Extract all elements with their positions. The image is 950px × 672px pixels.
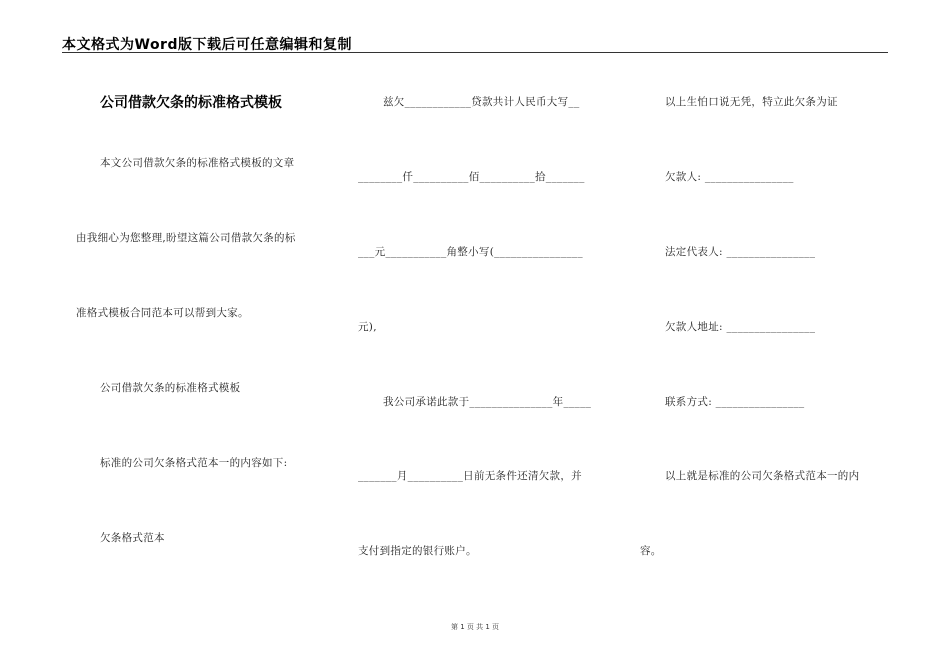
- col3-contact-field: 联系方式: ________________: [665, 396, 805, 408]
- col2-line-3: ___元___________角整小写(________________: [358, 246, 583, 258]
- col1-line-6: 欠条格式范本: [100, 532, 165, 544]
- col3-debtor-address-field: 欠款人地址: ________________: [665, 321, 816, 333]
- page-header-banner: 本文格式为Word版下载后可任意编辑和复制: [62, 37, 352, 53]
- col1-line-3: 准格式模板合同范本可以帮到大家。: [76, 307, 249, 319]
- col2-line-6: _______月__________日前无条件还清欠款，并: [358, 470, 582, 482]
- document-title: 公司借款欠条的标准格式模板: [100, 95, 282, 111]
- col3-line-7: 容。: [640, 545, 662, 557]
- col1-line-1: 本文公司借款欠条的标准格式模板的文章: [100, 157, 295, 169]
- col1-line-2: 由我细心为您整理,盼望这篇公司借款欠条的标: [76, 232, 296, 244]
- col1-line-5: 标准的公司欠条格式范本一的内容如下:: [100, 457, 288, 469]
- col2-line-5: 我公司承诺此款于_______________年_____: [383, 396, 592, 408]
- col2-line-7: 支付到指定的银行账户。: [358, 545, 477, 557]
- col2-line-2: ________仟__________佰__________拾_______: [358, 171, 585, 183]
- col3-debtor-field: 欠款人: ________________: [665, 171, 794, 183]
- col2-line-4: 元),: [358, 321, 377, 333]
- col3-legal-rep-field: 法定代表人: ________________: [665, 246, 816, 258]
- col3-line-1: 以上生怕口说无凭，特立此欠条为证: [665, 96, 838, 108]
- col1-line-4: 公司借款欠条的标准格式模板: [100, 382, 241, 394]
- header-divider: [62, 52, 888, 53]
- col2-line-1: 兹欠____________贷款共计人民币大写__: [383, 96, 580, 108]
- col3-line-6: 以上就是标准的公司欠条格式范本一的内: [665, 470, 860, 482]
- page-number: 第 1 页 共 1 页: [450, 623, 500, 631]
